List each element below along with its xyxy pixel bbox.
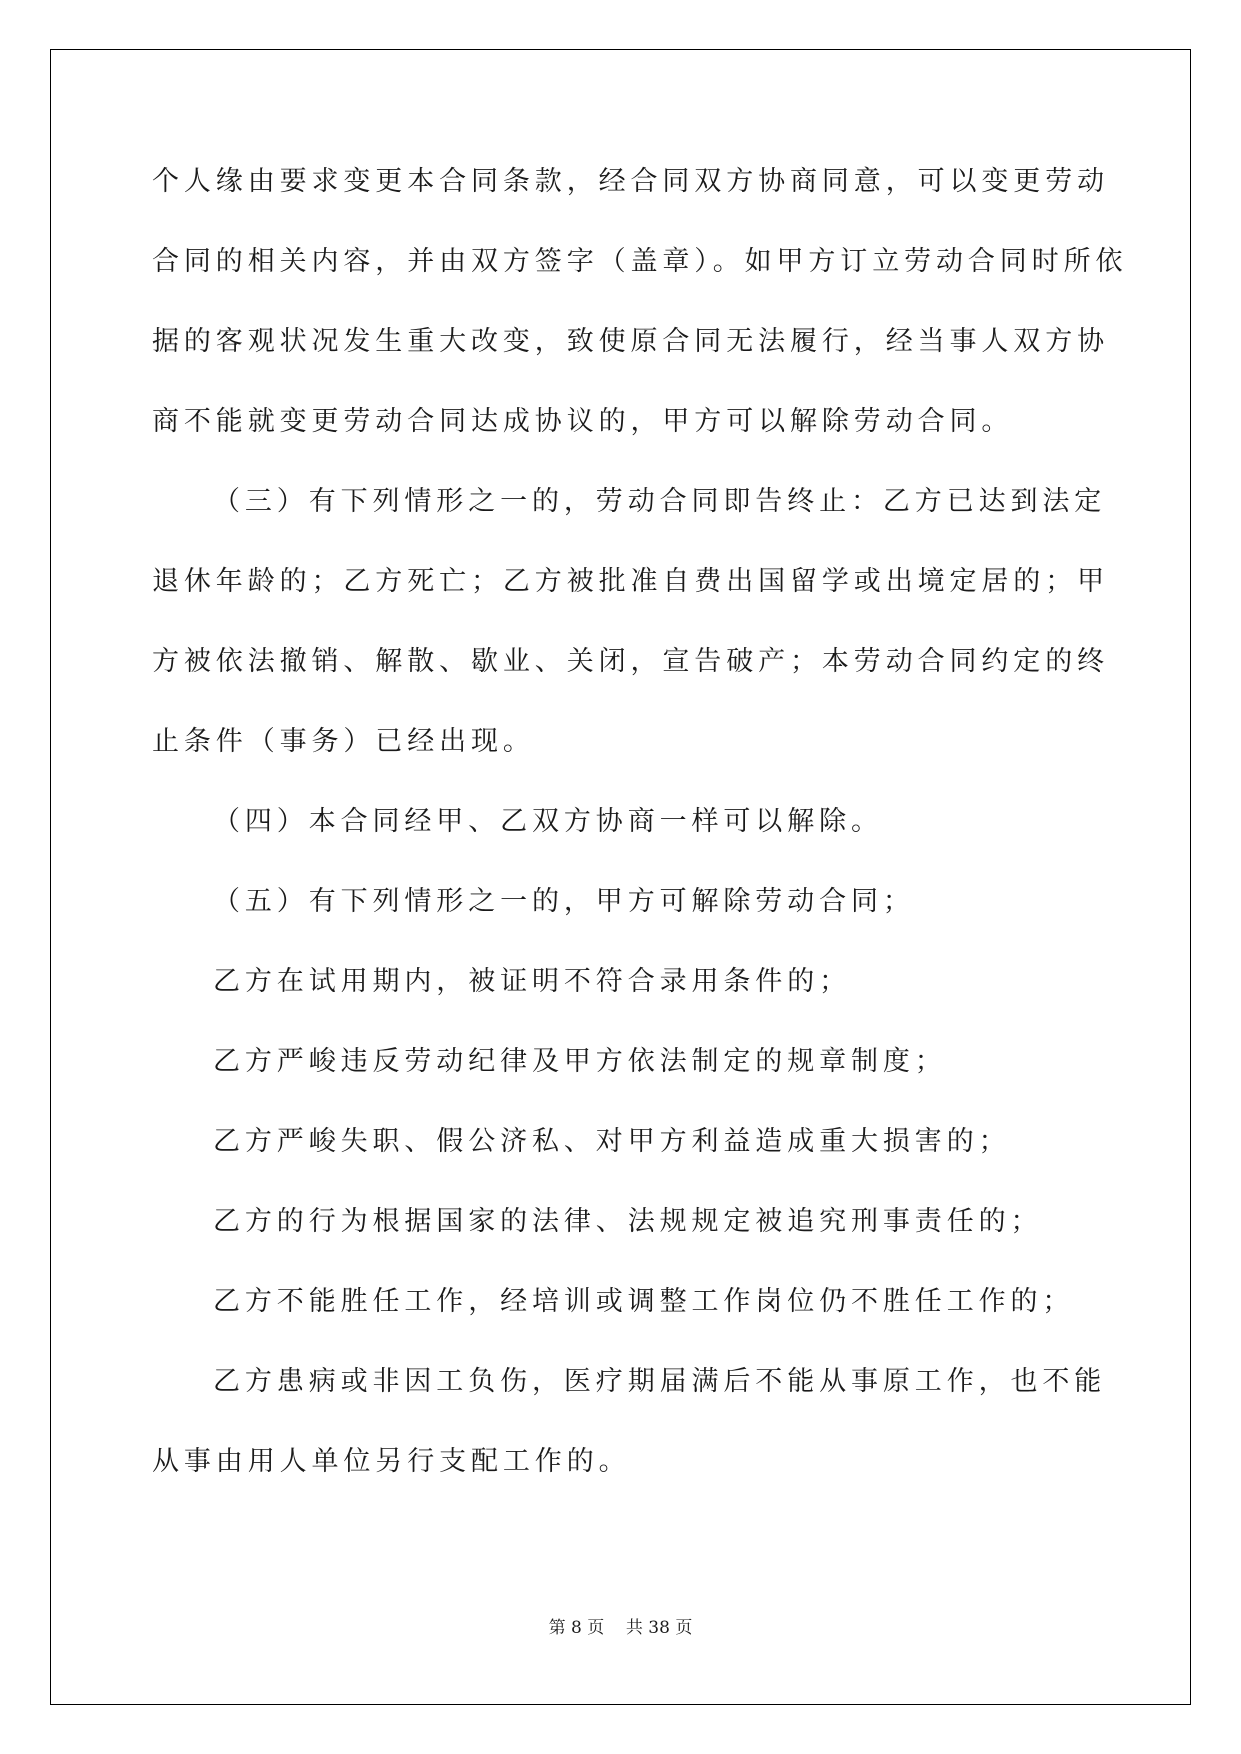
paragraph-line: 乙方在试用期内，被证明不符合录用条件的； [213,966,851,997]
paragraph-line: （四）本合同经甲、乙双方协商一样可以解除。 [213,806,883,837]
paragraph-line: 乙方不能胜任工作，经培训或调整工作岗位仍不胜任工作的； [213,1286,1075,1317]
page-number: 第 8 页 [548,1618,605,1638]
paragraph-line: 据的客观状况发生重大改变，致使原合同无法履行，经当事人双方协 [152,326,1109,357]
paragraph-line: 从事由用人单位另行支配工作的。 [152,1446,631,1477]
paragraph-line: 乙方严峻失职、假公济私、对甲方利益造成重大损害的； [213,1126,1011,1157]
paragraph-line: 退休年龄的；乙方死亡；乙方被批准自费出国留学或出境定居的；甲 [152,566,1109,597]
paragraph-line: 止条件（事务）已经出现。 [152,726,535,757]
paragraph-line: （五）有下列情形之一的，甲方可解除劳动合同； [213,886,915,917]
page-footer [0,1613,1241,1638]
paragraph-line: 乙方严峻违反劳动纪律及甲方依法制定的规章制度； [213,1046,947,1077]
total-pages: 共 38 页 [625,1618,693,1638]
paragraph-line: 方被依法撤销、解散、歇业、关闭，宣告破产；本劳动合同约定的终 [152,646,1109,677]
paragraph-line: 乙方患病或非因工负伤，医疗期届满后不能从事原工作，也不能 [213,1366,1107,1397]
paragraph-line: 乙方的行为根据国家的法律、法规规定被追究刑事责任的； [213,1206,1043,1237]
paragraph-line: 合同的相关内容，并由双方签字（盖章）。如甲方订立劳动合同时所依 [152,246,1128,277]
paragraph-line: 个人缘由要求变更本合同条款，经合同双方协商同意，可以变更劳动 [152,166,1109,197]
paragraph-line: 商不能就变更劳动合同达成协议的，甲方可以解除劳动合同。 [152,406,1014,437]
paragraph-line: （三）有下列情形之一的，劳动合同即告终止：乙方已达到法定 [213,486,1107,517]
